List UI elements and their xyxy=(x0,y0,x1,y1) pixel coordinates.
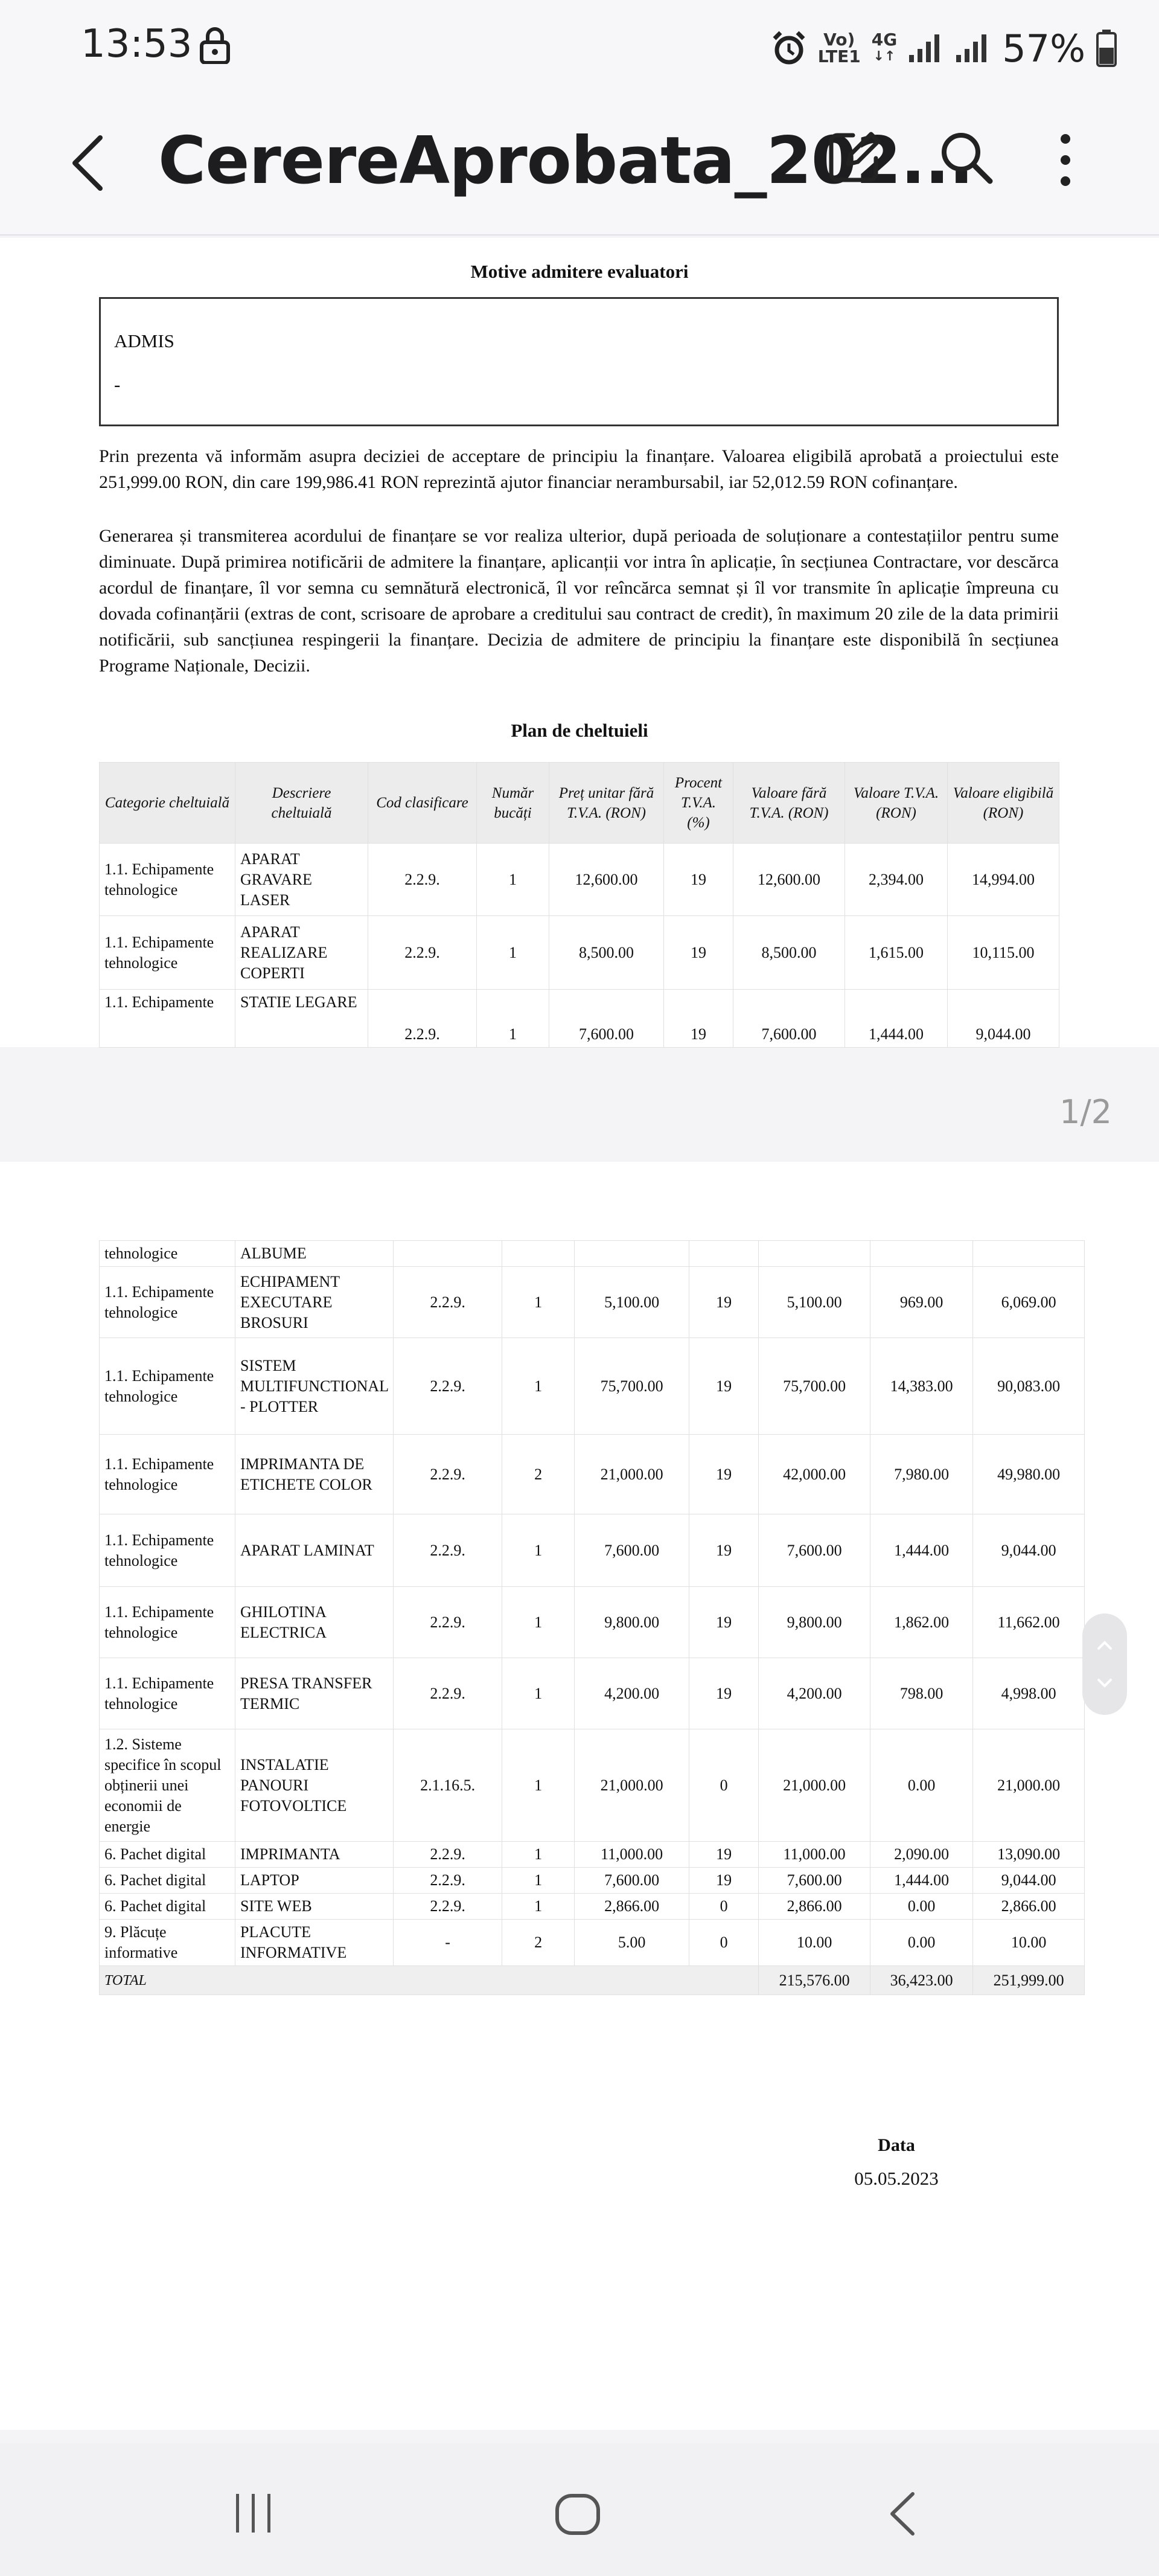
table-cell: 1 xyxy=(502,1267,575,1338)
table-cell: 0.00 xyxy=(870,1894,973,1920)
table-cell: IMPRIMANTA xyxy=(235,1842,394,1868)
table-cell xyxy=(575,1241,689,1267)
table-cell: tehnologice xyxy=(100,1241,235,1267)
table-cell: 7,600.00 xyxy=(575,1868,689,1894)
table-cell: 2,090.00 xyxy=(870,1842,973,1868)
table-cell: 0.00 xyxy=(870,1729,973,1842)
table-row xyxy=(100,1894,1085,1920)
table-cell: 19 xyxy=(689,1587,759,1658)
table-row xyxy=(100,1435,1085,1514)
table-cell: 49,980.00 xyxy=(973,1435,1085,1514)
table-cell: 11,662.00 xyxy=(973,1587,1085,1658)
table-cell: PLACUTE INFORMATIVE xyxy=(235,1920,394,1966)
table-cell: 1,444.00 xyxy=(870,1868,973,1894)
back-arrow-icon[interactable] xyxy=(66,133,109,193)
table-cell: 21,000.00 xyxy=(973,1729,1085,1842)
table-cell: 2.2.9. xyxy=(394,1868,502,1894)
table-cell: 21,000.00 xyxy=(759,1729,870,1842)
col-header-quantity: Număr bucăți xyxy=(477,763,549,844)
document-title: CerereAprobata_202... xyxy=(158,123,974,199)
total-value-fara-tva: 215,576.00 xyxy=(759,1966,870,1995)
table-cell: 1.1. Echipamente tehnologice xyxy=(100,1435,235,1514)
table-cell: 75,700.00 xyxy=(759,1338,870,1435)
table-row xyxy=(100,1267,1085,1338)
home-icon[interactable] xyxy=(554,2493,601,2536)
table-cell: 1 xyxy=(502,1658,575,1729)
edit-icon[interactable] xyxy=(824,127,884,187)
table-cell: PRESA TRANSFER TERMIC xyxy=(235,1658,394,1729)
date-value: 05.05.2023 xyxy=(854,2168,939,2189)
table-row: 1.1. Echipamente tehnologice APARAT GRAVARE LASER 2.2.9. 1 12,600.00 19 12,600.00 2,394.00 14,994.00 xyxy=(100,844,1059,916)
table-cell xyxy=(689,1241,759,1267)
table-cell: GHILOTINA ELECTRICA xyxy=(235,1587,394,1658)
table-cell: 1 xyxy=(502,1868,575,1894)
scroll-handle[interactable] xyxy=(1082,1613,1127,1715)
table-cell: 9. Plăcuțe informative xyxy=(100,1920,235,1966)
table-cell: 10.00 xyxy=(759,1920,870,1966)
total-row xyxy=(100,1966,1085,1995)
table-row xyxy=(100,1729,1085,1842)
table-cell: 2.2.9. xyxy=(394,1842,502,1868)
table-row xyxy=(100,1241,1085,1267)
alarm-icon xyxy=(771,30,807,66)
table-cell: 19 xyxy=(689,1842,759,1868)
approval-paragraph: Prin prezenta vă informăm asupra deciziei de acceptare de principiu la finanțare. Valoarea eligibilă aprobată a proiectului este 251,999.00 RON, din care 199,986.41 RON reprezintă ajutor financiar nerambursabil, iar 52,012.59 RON cofinanțare. xyxy=(99,446,1059,492)
table-cell: 2,866.00 xyxy=(759,1894,870,1920)
table-cell: 90,083.00 xyxy=(973,1338,1085,1435)
table-cell: 1 xyxy=(502,1587,575,1658)
table-cell: LAPTOP xyxy=(235,1868,394,1894)
table-cell: 7,600.00 xyxy=(759,1868,870,1894)
col-header-vat-percent: Procent T.V.A. (%) xyxy=(664,763,733,844)
expense-table-part2 xyxy=(99,1240,1085,1995)
total-value-tva: 36,423.00 xyxy=(870,1966,973,1995)
table-cell: 1 xyxy=(502,1894,575,1920)
table-cell: 1 xyxy=(502,1729,575,1842)
table-cell: 1 xyxy=(502,1514,575,1587)
document-page-2[interactable] xyxy=(0,1162,1159,2430)
table-cell: 2,866.00 xyxy=(973,1894,1085,1920)
table-cell: 1,862.00 xyxy=(870,1587,973,1658)
document-page-1[interactable] xyxy=(0,238,1159,1047)
table-cell: 9,044.00 xyxy=(973,1514,1085,1587)
date-label: Data xyxy=(878,2135,915,2155)
table-cell: 969.00 xyxy=(870,1267,973,1338)
table-row xyxy=(100,1920,1085,1966)
table-cell: 2.2.9. xyxy=(394,1338,502,1435)
table-cell: - xyxy=(394,1920,502,1966)
table-cell: 0 xyxy=(689,1729,759,1842)
table-cell: 1 xyxy=(502,1338,575,1435)
lock-icon xyxy=(199,27,231,64)
table-cell: 11,000.00 xyxy=(575,1842,689,1868)
table-cell: ALBUME xyxy=(235,1241,394,1267)
table-cell: SISTEM MULTIFUNCTIONAL - PLOTTER xyxy=(235,1338,394,1435)
table-cell: 2.1.16.5. xyxy=(394,1729,502,1842)
col-header-unit-price: Preț unitar fără T.V.A. (RON) xyxy=(549,763,664,844)
col-header-description: Descriere cheltuială xyxy=(235,763,368,844)
battery-percent: 57% xyxy=(1002,26,1085,71)
table-cell: 21,000.00 xyxy=(575,1435,689,1514)
table-cell: 9,800.00 xyxy=(759,1587,870,1658)
recent-apps-icon[interactable] xyxy=(232,2491,275,2535)
col-header-category: Categorie cheltuială xyxy=(100,763,235,844)
table-cell: SITE WEB xyxy=(235,1894,394,1920)
table-cell: 798.00 xyxy=(870,1658,973,1729)
table-cell: 19 xyxy=(689,1658,759,1729)
table-cell: APARAT LAMINAT xyxy=(235,1514,394,1587)
table-cell: 2.2.9. xyxy=(394,1658,502,1729)
table-cell: 5,100.00 xyxy=(759,1267,870,1338)
table-cell: 9,800.00 xyxy=(575,1587,689,1658)
table-cell: 2.2.9. xyxy=(394,1267,502,1338)
col-header-value-no-vat: Valoare fără T.V.A. (RON) xyxy=(733,763,845,844)
plan-title: Plan de cheltuieli xyxy=(511,720,648,741)
signal-icon-sim2 xyxy=(955,33,991,63)
table-cell: 2.2.9. xyxy=(394,1514,502,1587)
table-cell: INSTALATIE PANOURI FOTOVOLTICE xyxy=(235,1729,394,1842)
table-cell: 2.2.9. xyxy=(394,1587,502,1658)
table-row xyxy=(100,1658,1085,1729)
table-cell: ECHIPAMENT EXECUTARE BROSURI xyxy=(235,1267,394,1338)
table-cell: 19 xyxy=(689,1435,759,1514)
table-row xyxy=(100,1514,1085,1587)
table-cell: 10.00 xyxy=(973,1920,1085,1966)
table-cell: 2 xyxy=(502,1920,575,1966)
table-cell xyxy=(394,1241,502,1267)
more-options-icon[interactable] xyxy=(1044,127,1087,193)
table-cell: 5.00 xyxy=(575,1920,689,1966)
total-value-eligibila: 251,999.00 xyxy=(973,1966,1085,1995)
contracting-paragraph: Generarea și transmiterea acordului de finanțare se vor realiza ulterior, după perioada de soluționare a contestațiilor pentru sume diminuate. După primirea notificării de admitere la finanțare, aplicanții vor intra în aplicație, în secțiunea Contractare, vor descărca acordul de finanțare, îl vor semna cu semnătură electronică, îl vor reîncărca semnat și îl vor transmite în aplicație împreuna cu dovada cofinanțării (extras de cont, scrisoare de aprobare a creditului sau contract de credit), în maximum 20 zile de la data primirii notificării, sub sancțiunea respingerii la finanțare. Decizia de admitere de principiu la finanțare este disponibilă în secțiunea Programe Naționale, Decizii. xyxy=(99,526,1059,676)
table-cell: 1.1. Echipamente tehnologice xyxy=(100,1658,235,1729)
table-cell: 6. Pachet digital xyxy=(100,1894,235,1920)
table-cell: 19 xyxy=(689,1868,759,1894)
table-cell: 75,700.00 xyxy=(575,1338,689,1435)
table-cell: 2.2.9. xyxy=(394,1435,502,1514)
table-cell: 19 xyxy=(689,1338,759,1435)
table-cell: 1.1. Echipamente tehnologice xyxy=(100,1338,235,1435)
status-bar xyxy=(0,0,1159,91)
table-cell: 19 xyxy=(689,1514,759,1587)
table-cell: 6. Pachet digital xyxy=(100,1842,235,1868)
table-cell: 1,444.00 xyxy=(870,1514,973,1587)
table-cell xyxy=(973,1241,1085,1267)
total-label: TOTAL xyxy=(100,1966,759,1995)
app-bar xyxy=(0,91,1159,235)
navigation-bar xyxy=(0,2443,1159,2576)
table-cell xyxy=(502,1241,575,1267)
table-row: 1.1. Echipamente tehnologice APARAT REALIZARE COPERTI 2.2.9. 1 8,500.00 19 8,500.00 1,615.00 10,115.00 xyxy=(100,916,1059,990)
table-cell: 4,998.00 xyxy=(973,1658,1085,1729)
volte-indicator: Vo) LTE1 xyxy=(817,30,861,66)
col-header-code: Cod clasificare xyxy=(368,763,477,844)
table-cell: 1 xyxy=(502,1842,575,1868)
decision-box xyxy=(99,297,1059,426)
table-row xyxy=(100,1587,1085,1658)
col-header-eligible-value: Valoare eligibilă (RON) xyxy=(948,763,1059,844)
page-indicator: 1/2 xyxy=(1059,1093,1112,1131)
table-cell: 2,866.00 xyxy=(575,1894,689,1920)
table-cell: 4,200.00 xyxy=(759,1658,870,1729)
table-row: 1.1. Echipamente STATIE LEGARE 2.2.9. 1 7,600.00 19 7,600.00 1,444.00 9,044.00 xyxy=(100,990,1059,1048)
table-cell: 0.00 xyxy=(870,1920,973,1966)
table-cell: 0 xyxy=(689,1920,759,1966)
table-cell xyxy=(759,1241,870,1267)
table-row xyxy=(100,1868,1085,1894)
table-cell: 13,090.00 xyxy=(973,1842,1085,1868)
table-cell: 11,000.00 xyxy=(759,1842,870,1868)
table-cell: IMPRIMANTA DE ETICHETE COLOR xyxy=(235,1435,394,1514)
reasons-title: Motive admitere evaluatori xyxy=(470,261,689,282)
table-cell: 5,100.00 xyxy=(575,1267,689,1338)
status-indicators xyxy=(771,24,1117,72)
table-cell: 7,980.00 xyxy=(870,1435,973,1514)
network-type: 4G ↓↑ xyxy=(871,30,898,64)
signal-icon xyxy=(908,33,944,63)
table-cell: 7,600.00 xyxy=(575,1514,689,1587)
table-cell: 1.2. Sisteme specifice în scopul obținerii unei economii de energie xyxy=(100,1729,235,1842)
col-header-vat-value: Valoare T.V.A. (RON) xyxy=(845,763,948,844)
table-cell xyxy=(870,1241,973,1267)
table-cell: 1.1. Echipamente tehnologice xyxy=(100,1267,235,1338)
table-cell: 2.2.9. xyxy=(394,1894,502,1920)
table-cell: 21,000.00 xyxy=(575,1729,689,1842)
table-cell: 6. Pachet digital xyxy=(100,1868,235,1894)
table-cell: 4,200.00 xyxy=(575,1658,689,1729)
table-cell: 7,600.00 xyxy=(759,1514,870,1587)
table-cell: 1.1. Echipamente tehnologice xyxy=(100,1514,235,1587)
table-cell: 0 xyxy=(689,1894,759,1920)
scroll-arrows-icon xyxy=(1082,1613,1127,1715)
status-time: 13:53 xyxy=(81,22,193,66)
table-cell: 1.1. Echipamente tehnologice xyxy=(100,1587,235,1658)
table-row xyxy=(100,1338,1085,1435)
decision-text: ADMIS xyxy=(114,330,174,351)
table-row xyxy=(100,1842,1085,1868)
search-icon[interactable] xyxy=(936,127,996,187)
battery-icon xyxy=(1096,30,1117,67)
table-cell: 2 xyxy=(502,1435,575,1514)
table-cell: 14,383.00 xyxy=(870,1338,973,1435)
table-cell: 6,069.00 xyxy=(973,1267,1085,1338)
table-cell: 19 xyxy=(689,1267,759,1338)
table-cell: 42,000.00 xyxy=(759,1435,870,1514)
expense-table-part1 xyxy=(99,762,1059,1048)
decision-note: - xyxy=(114,374,121,395)
back-nav-icon[interactable] xyxy=(887,2491,918,2536)
table-cell: 9,044.00 xyxy=(973,1868,1085,1894)
